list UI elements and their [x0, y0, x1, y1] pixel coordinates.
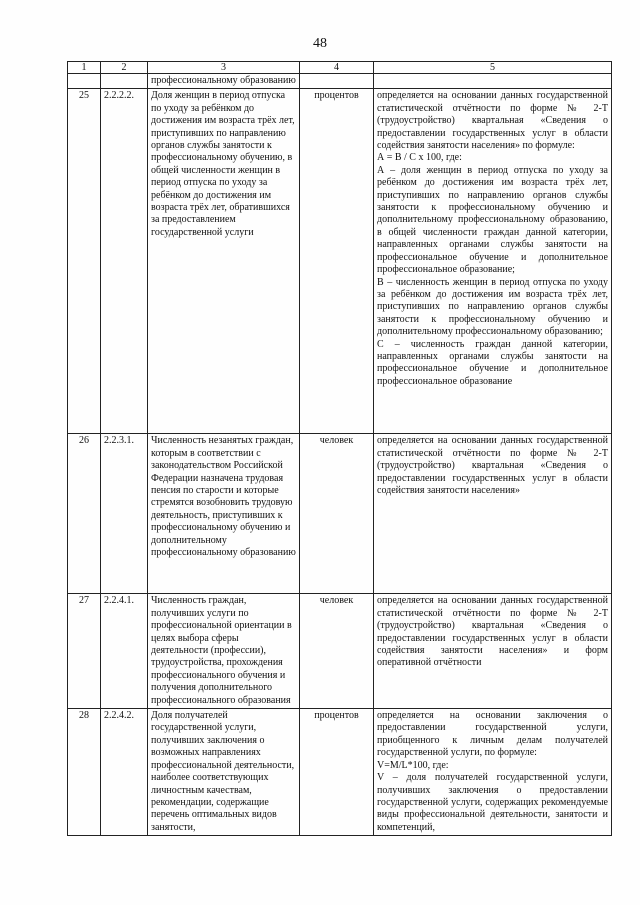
row-code-cell: 2.2.4.2.: [101, 709, 148, 836]
desc-paragraph: определяется на основании данных государственной статистической отчётности по форме № 2-Т (трудоустройство) квартальная «Сведения о предоставлении государственных услуг в области содействия занятости населения» и форм оперативной отчётности: [377, 595, 608, 669]
row-name-cell: Численность граждан, получивших услуги по профессиональной ориентации в целях выбора сферы деятельности (профессии), трудоустройства, прохождения профессионального обучения и получения дополнительного профессионального образования: [148, 594, 300, 709]
table-row: [68, 709, 612, 836]
table-row: [68, 434, 612, 594]
indicators-table: [67, 61, 612, 836]
row-unit-cell: процентов: [300, 709, 374, 836]
row-unit-cell: человек: [300, 434, 374, 594]
header-cell: 1: [68, 62, 101, 74]
header-cell: 3: [148, 62, 300, 74]
page-number: 48: [313, 36, 327, 51]
row-number-cell: [68, 74, 101, 89]
header-cell: 2: [101, 62, 148, 74]
table-row: [68, 594, 612, 709]
row-desc-cell: [374, 89, 612, 434]
row-unit-cell: [300, 74, 374, 89]
row-desc-cell: [374, 709, 612, 836]
desc-paragraph: А – доля женщин в период отпуска по уходу за ребёнком до достижения им возраста трёх лет, приступивших по направлению органов службы занятости к профессиональному обучению и дополнительному профессиональному образованию, в общей численности граждан данной категории, направленных органами службы занятости на профессиональное обучение и дополнительное профессиональное образование;: [377, 164, 608, 276]
row-code-cell: [101, 74, 148, 89]
row-number-cell: 28: [68, 709, 101, 836]
header-cell: 5: [374, 62, 612, 74]
row-name-cell: Доля женщин в период отпуска по уходу за ребёнком до достижения им возраста трёх лет, приступивших по направлению органов службы занятости к профессиональному обучению, в общей численности женщин в период отпуска по уходу за ребёнком до достижения им возраста трёх лет, обратившихся за предоставлением государственной услуги: [148, 89, 300, 434]
row-desc-cell: [374, 594, 612, 709]
row-code-cell: 2.2.4.1.: [101, 594, 148, 709]
formula-text: V=M/L*100, где:: [377, 759, 449, 771]
desc-paragraph: определяется на основании данных государственной статистической отчётности по форме № 2-Т (трудоустройство) квартальная «Сведения о предоставлении государственных услуг в области содействия занятости населения»: [377, 435, 608, 497]
table-row: [68, 89, 612, 434]
row-desc-cell: [374, 434, 612, 594]
row-name-cell: профессиональному образованию: [148, 74, 300, 89]
row-unit-cell: человек: [300, 594, 374, 709]
header-cell: 4: [300, 62, 374, 74]
row-number-cell: 26: [68, 434, 101, 594]
desc-paragraph: С – численность граждан данной категории, направленных органами службы занятости на профессиональное обучение и дополнительное профессиональное образование: [377, 338, 608, 387]
row-code-cell: 2.2.2.2.: [101, 89, 148, 434]
row-desc-cell: [374, 74, 612, 89]
row-number-cell: 27: [68, 594, 101, 709]
row-name-cell: Доля получателей государственной услуги, получивших заключения о возможных направлениях профессиональной деятельности, наиболее соответствующих личностным качествам, рекомендации, содержащие перечень оптимальных видов занятости,: [148, 709, 300, 836]
formula-text: А = В / С х 100, где:: [377, 152, 462, 164]
row-name-cell: Численность незанятых граждан, которым в соответствии с законодательством Российской Федерации назначена трудовая пенсия по старости и которые стремятся возобновить трудовую деятельность, приступивших к профессиональному обучению и дополнительному профессиональному образованию: [148, 434, 300, 594]
table-row: [68, 74, 612, 89]
desc-paragraph: V – доля получателей государственной услуги, получивших заключения о предоставлении государственной услуги, содержащих рекомендуемые виды профессиональной деятельности, занятости и компетенций,: [377, 772, 608, 833]
row-code-cell: 2.2.3.1.: [101, 434, 148, 594]
desc-paragraph: В – численность женщин в период отпуска по уходу за ребёнком до достижения им возраста трёх лет, приступивших по направлению органов службы занятости к профессиональному обучению и дополнительному профессиональному образованию;: [377, 276, 608, 338]
row-unit-cell: процентов: [300, 89, 374, 434]
desc-paragraph: определяется на основании заключения о предоставлении государственной услуги, приобщенного к личным делам получателей государственной услуги, по формуле:: [377, 710, 608, 759]
desc-paragraph: определяется на основании данных государственной статистической отчётности по форме № 2-Т (трудоустройство) квартальная «Сведения о предоставлении государственных услуг в области содействия занятости населения» по формуле:: [377, 90, 608, 152]
row-number-cell: 25: [68, 89, 101, 434]
table-header-row: [68, 62, 612, 74]
